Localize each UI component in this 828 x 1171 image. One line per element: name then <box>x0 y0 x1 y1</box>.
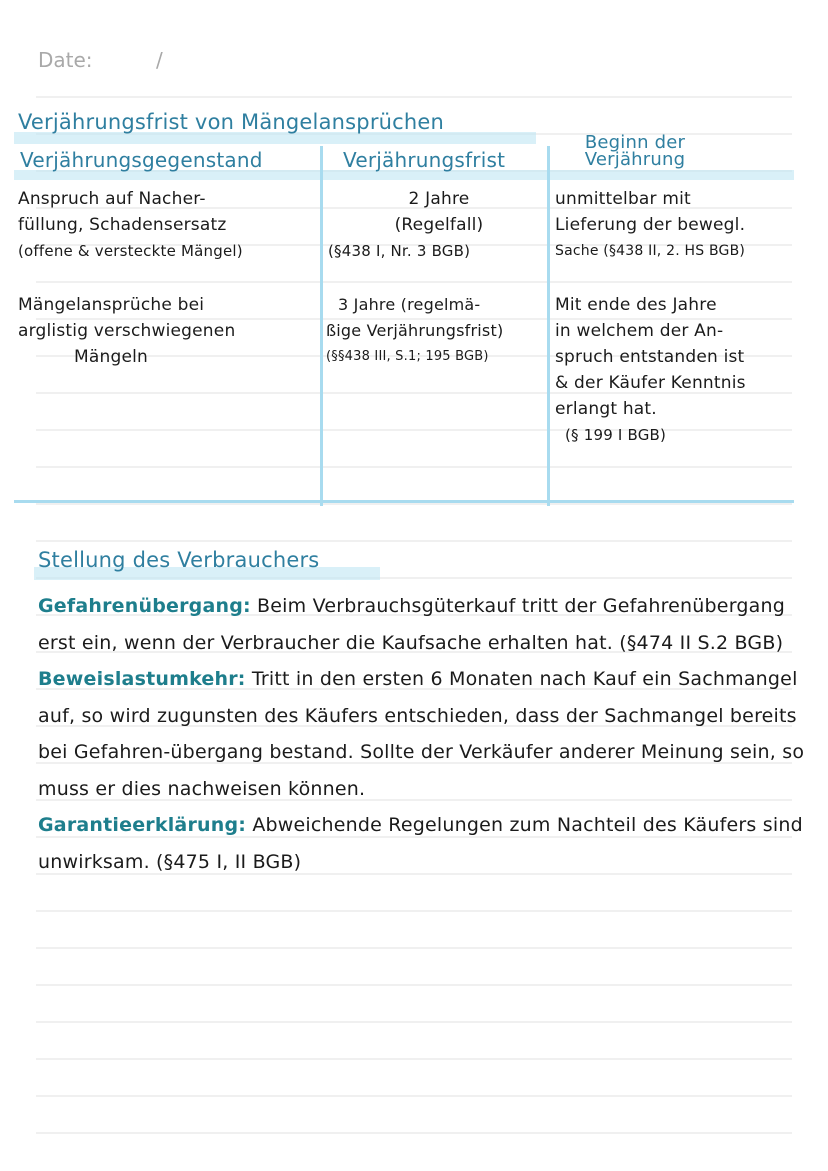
table-header-start: Beginn der Verjährung <box>584 132 686 170</box>
section-body <box>38 588 808 880</box>
table-bottom-border <box>14 500 794 503</box>
paragraph-gefahrenuebergang: Gefahrenübergang: Beim Verbrauchsgüterkauf tritt der Gefahrenübergang erst ein, wenn der Verbraucher die Kaufsache erhalten hat. (§474 II S.2 BGB) <box>38 595 785 654</box>
paragraph-beweislastumkehr: Beweislastumkehr: Tritt in den ersten 6 Monaten nach Kauf ein Sachmangel auf, so wird zugunsten des Käufers entschieden, dass der Sachmangel bereits bei Gefahren-übergang bestand. Sollte der Verkäufer anderer Meinung sein, so muss er dies nachweisen können. <box>38 668 805 800</box>
date-label: Date: <box>38 48 93 72</box>
row1-subject: Anspruch auf Nacher- füllung, Schadensersatz (offene & versteckte Mängel) <box>18 189 243 260</box>
table-divider-1 <box>320 146 323 506</box>
section-heading: Stellung des Verbrauchers <box>38 548 320 572</box>
table-header-subject: Verjährungsgegenstand <box>20 148 263 172</box>
date-slash: / <box>156 48 163 72</box>
row2-subject: Mängelansprüche bei arglistig verschwiegenen Mängeln <box>18 295 236 367</box>
term-garantieerklaerung: Garantieerklärung: <box>38 814 247 836</box>
row2-start: Mit ende des Jahre in welchem der An- spruch entstanden ist & der Käufer Kenntnis erlangt hat. (§ 199 I BGB) <box>555 295 746 444</box>
term-gefahrenuebergang: Gefahrenübergang: <box>38 595 251 617</box>
row1-start: unmittelbar mit Lieferung der bewegl. Sache (§438 II, 2. HS BGB) <box>555 189 746 259</box>
paragraph-garantieerklaerung: Garantieerklärung: Abweichende Regelungen zum Nachteil des Käufers sind unwirksam. (§475 I, II BGB) <box>38 814 803 873</box>
term-beweislastumkehr: Beweislastumkehr: <box>38 668 246 690</box>
page-title: Verjährungsfrist von Mängelansprüchen <box>18 110 445 134</box>
row2-period: 3 Jahre (regelmä- ßige Verjährungsfrist) (§§438 III, S.1; 195 BGB) <box>326 295 504 364</box>
date-field <box>38 48 163 72</box>
table-header-period: Verjährungsfrist <box>343 148 506 172</box>
row1-period: 2 Jahre (Regelfall) (§438 I, Nr. 3 BGB) <box>328 189 484 260</box>
